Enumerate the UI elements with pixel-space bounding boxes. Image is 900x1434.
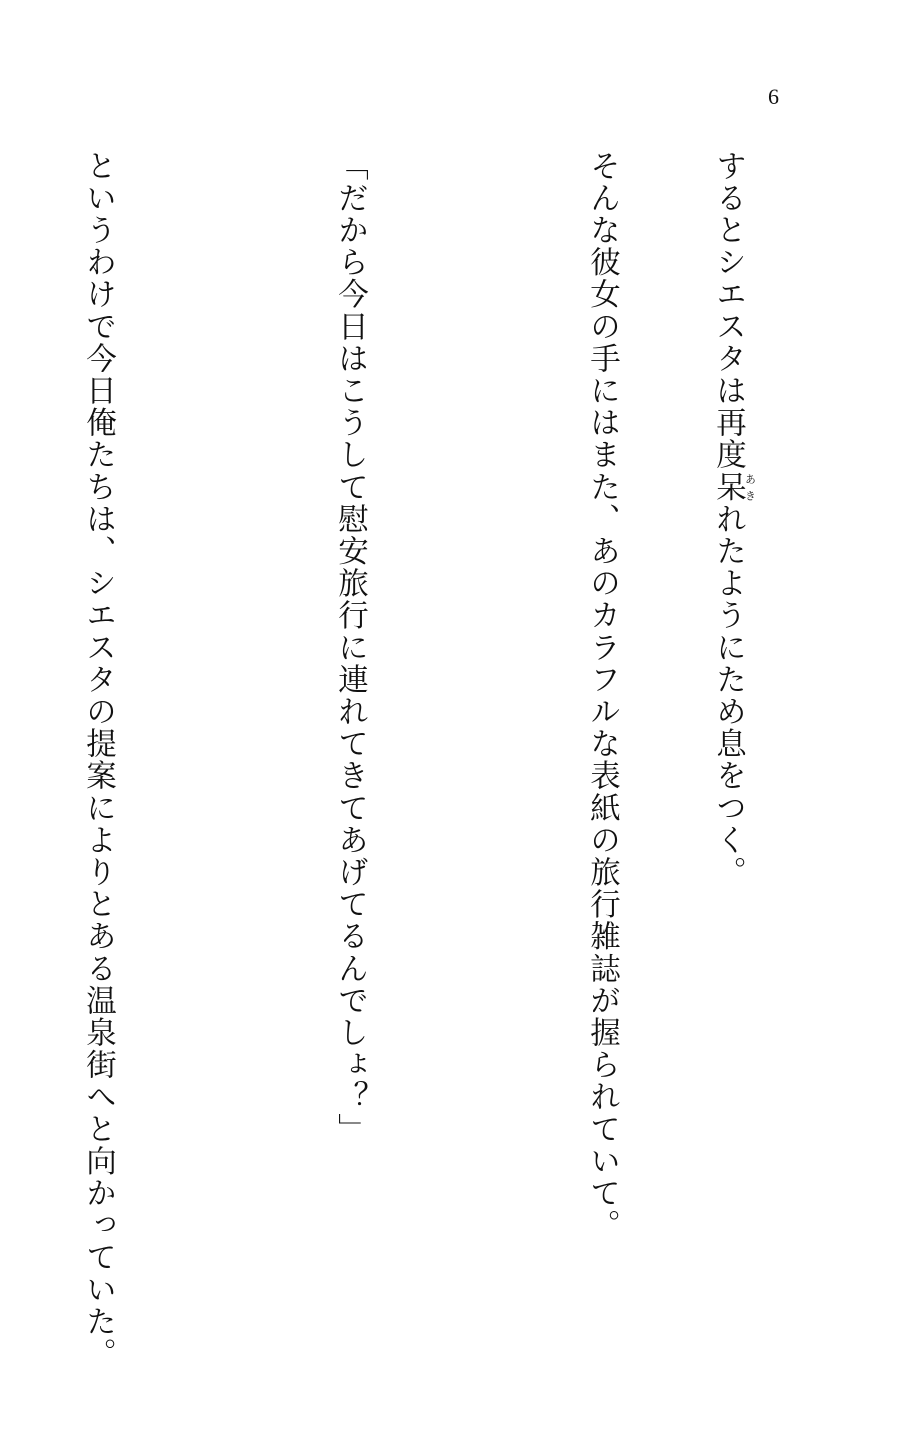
text-line: というわけで今日俺たちは、シエスタの提案によりとある温泉街へと向かっていた。 [80, 150, 116, 1370]
text-line: そんな彼女の手にはまた、あのカラフルな表紙の旅行雑誌が握られていて。 [584, 150, 620, 1242]
ruby-aki [710, 471, 757, 504]
text-segment: するとシエスタは再度 [710, 150, 746, 471]
ruby-reading: あき [743, 471, 757, 504]
text-line: 「だから今日はこうして慰安旅行に連れてきてあげてるんでしょ？」 [332, 150, 368, 1146]
ruby-base: 呆 [710, 471, 746, 504]
blank-line [455, 150, 497, 1230]
body-text [0, 150, 840, 1370]
text-segment: れたようにため息をつく。 [710, 503, 746, 889]
blank-line [203, 150, 245, 1230]
page-number: 6 [768, 84, 779, 109]
text-line [707, 150, 757, 1230]
